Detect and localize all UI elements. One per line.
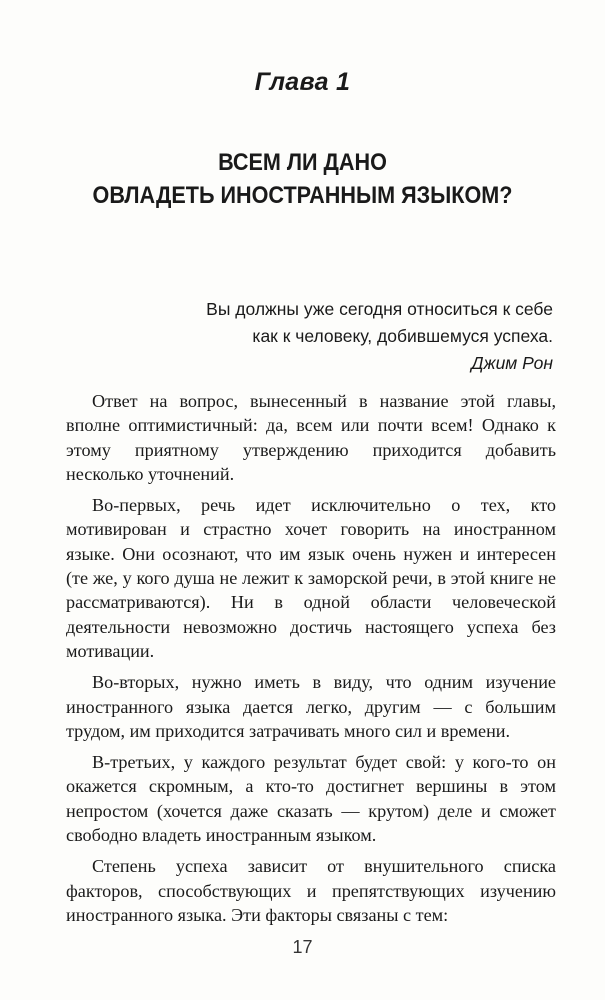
epigraph-author: Джим Рон bbox=[471, 353, 553, 373]
epigraph-line-2: как к человеку, добившемуся успеха. bbox=[252, 326, 553, 346]
chapter-title-line-1: ВСЕМ ЛИ ДАНО bbox=[218, 149, 387, 176]
paragraph-4: В-третьих, у каждого результат будет свой: у кого-то он окажется скромным, а кто-то достигнет вершины в этом непростом (хочется даже сказать — крутом) деле и сможет свободно владеть иностранным языком. bbox=[66, 752, 556, 846]
chapter-title-line-2: ОВЛАДЕТЬ ИНОСТРАННЫМ ЯЗЫКОМ? bbox=[92, 182, 513, 209]
body-text bbox=[66, 389, 556, 934]
paragraph-3: Во-вторых, нужно иметь в виду, что одним изучение иностранного языка дается легко, другим — с большим трудом, им приходится затрачивать много сил и времени. bbox=[66, 672, 556, 741]
chapter-label: Глава 1 bbox=[254, 68, 351, 96]
page-number: 17 bbox=[292, 937, 313, 957]
paragraph-1: Ответ на вопрос, вынесенный в название этой главы, вполне оптимистичный: да, всем или почти всем! Однако к этому приятному утверждению приходится добавить несколько уточнений. bbox=[66, 391, 556, 484]
epigraph-line-1: Вы должны уже сегодня относиться к себе bbox=[206, 299, 553, 319]
chapter-title bbox=[30, 146, 575, 212]
paragraph-2: Во-первых, речь идет исключительно о тех, кто мотивирован и страстно хочет говорить на иностранном языке. Они осознают, что им язык очень нужен и интересен (те же, у кого душа не лежит к заморской речи, в этой книге не рассматриваются). Ни в одной области человеческой деятельности невозможно достичь настоящего успеха без мотивации. bbox=[66, 495, 556, 661]
epigraph bbox=[133, 296, 553, 377]
paragraph-5: Степень успеха зависит от внушительного списка факторов, способствующих и препятствующих изучению иностранного языка. Эти факторы связаны с тем: bbox=[66, 856, 556, 925]
